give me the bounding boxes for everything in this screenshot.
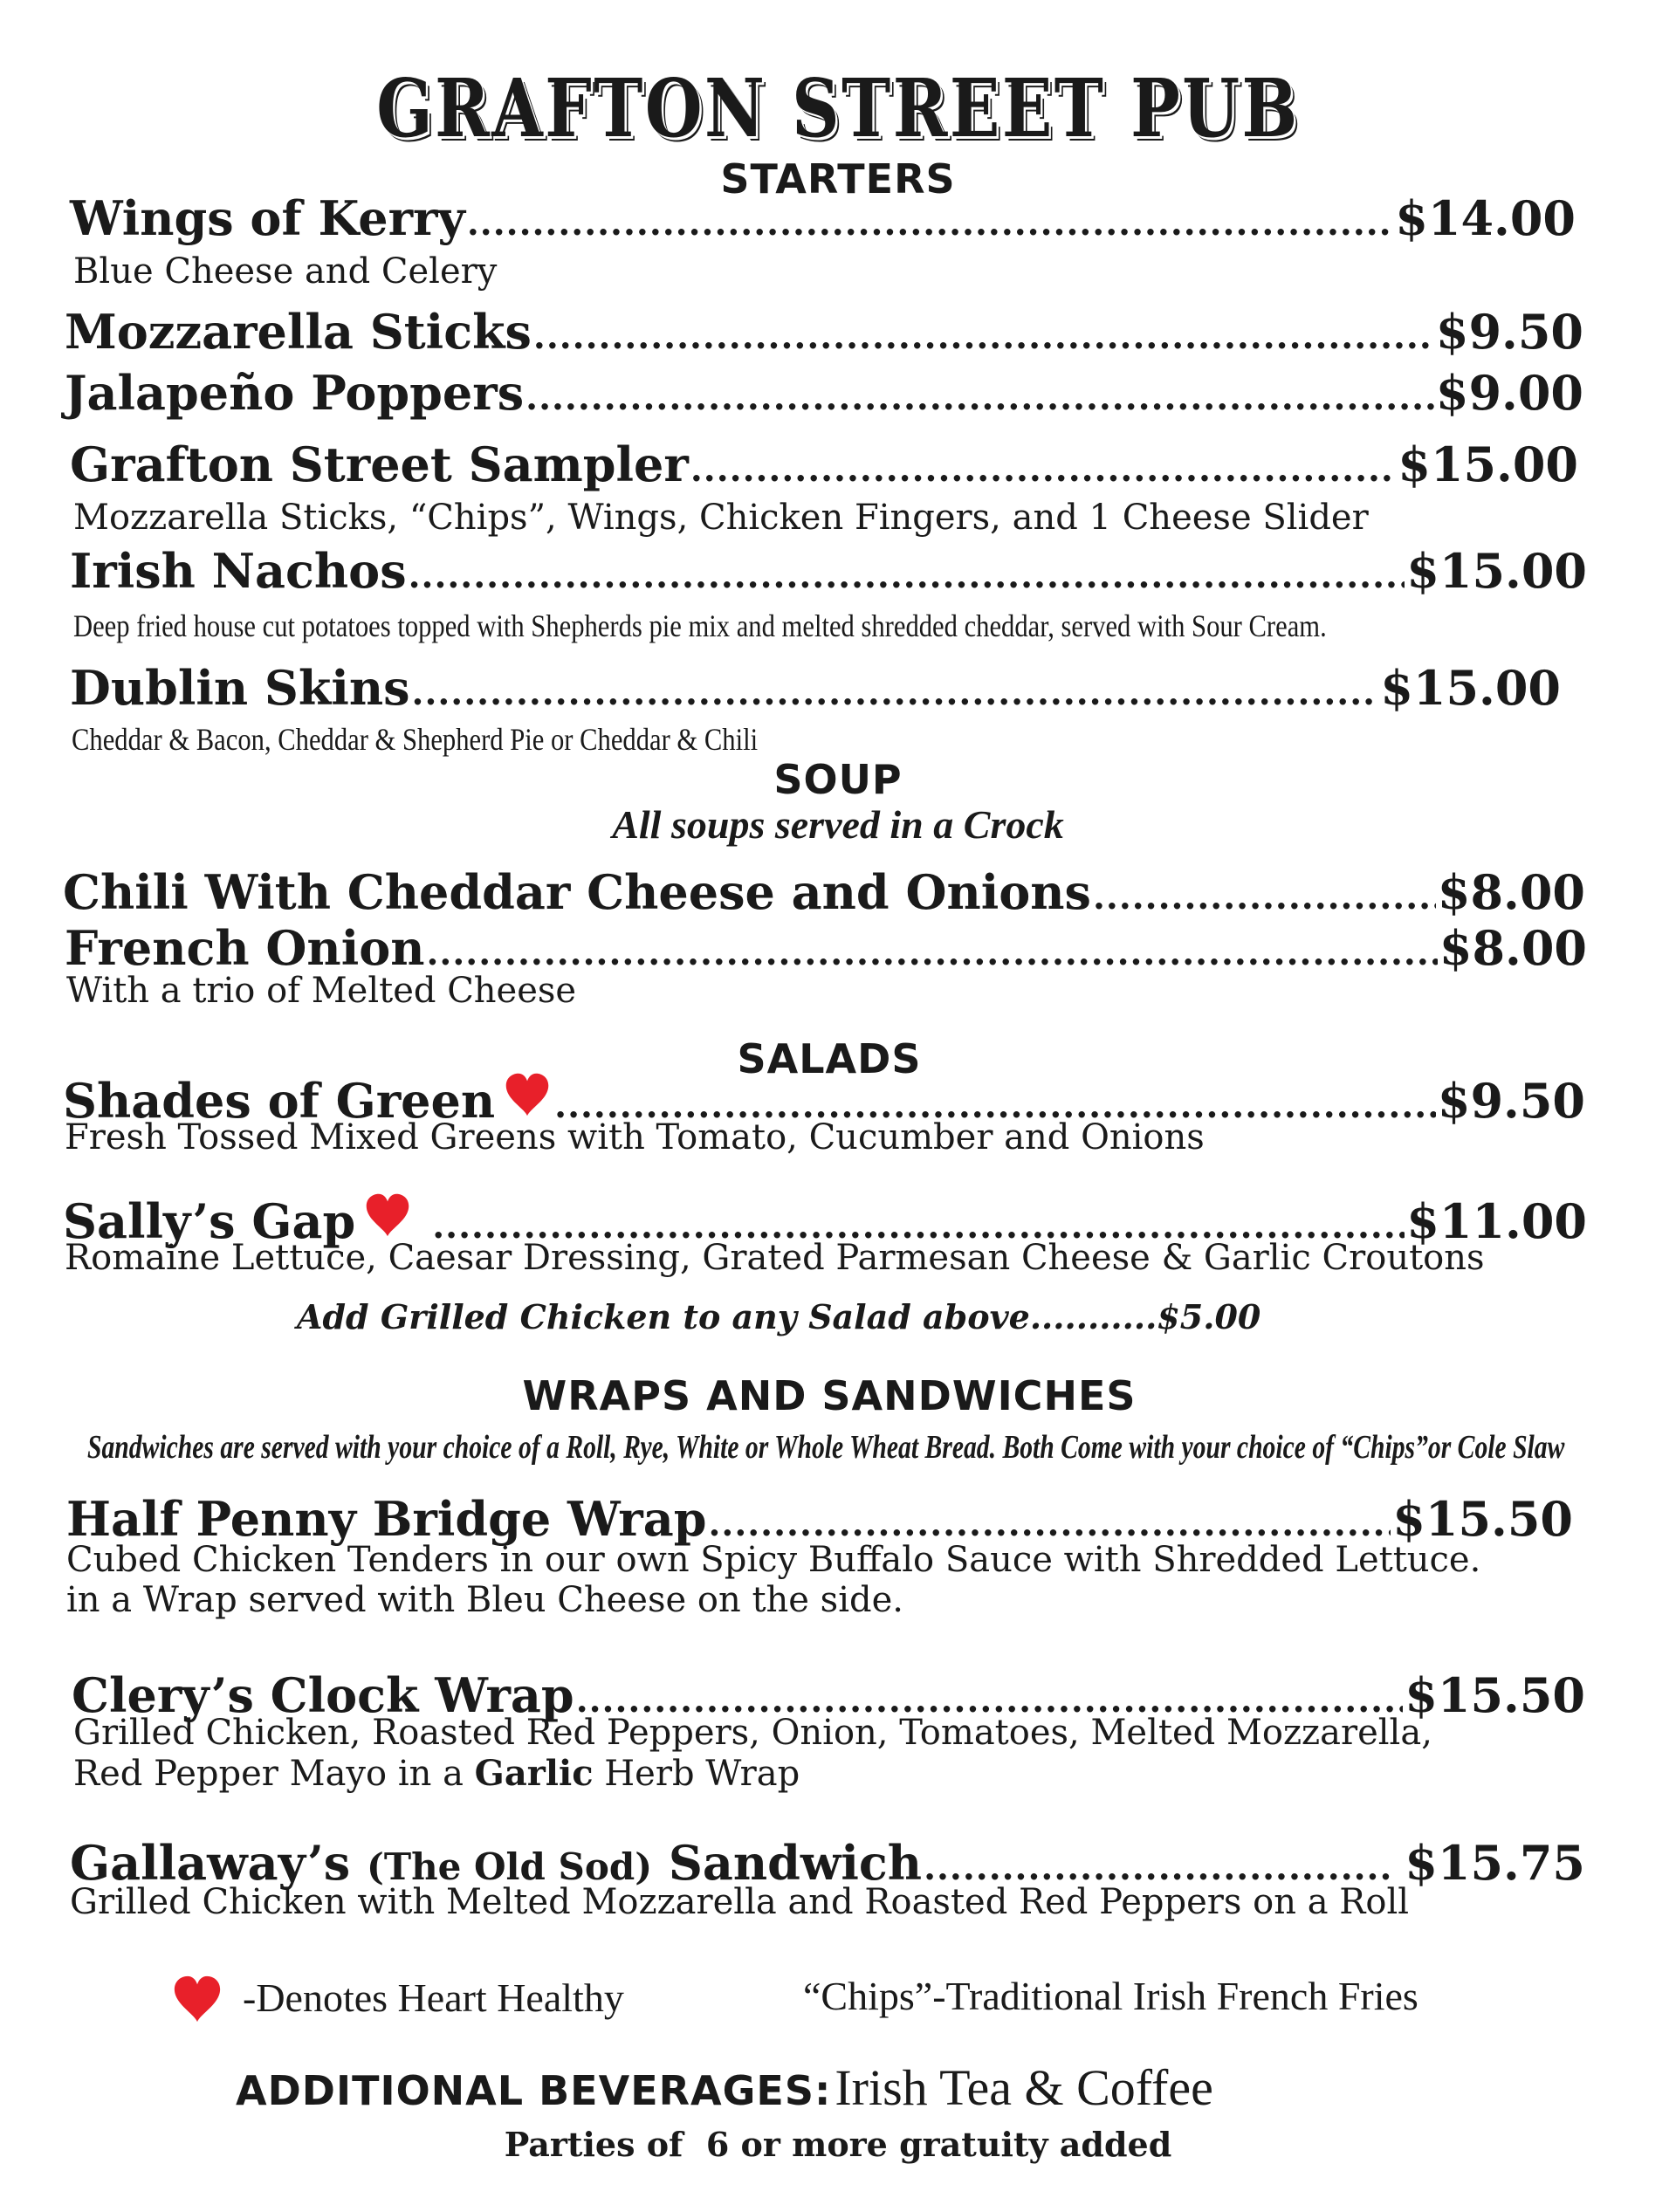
leader-dots [1093,876,1436,917]
item-name: Dublin Skins [70,660,410,716]
item-description: Deep fried house cut potatoes topped with Shepherds pie mix and melted shredded cheddar, served with Sour Cream. [73,608,1327,643]
leader-dots [467,203,1393,244]
desc-bold-text: Garlic [474,1753,594,1794]
item-price: $15.00 [1380,660,1561,716]
item-name: Irish Nachos [70,543,407,599]
section-heading-wraps: WRAPS AND SANDWICHES [522,1372,1137,1419]
item-name: Wings of Kerry [70,190,465,246]
restaurant-title: GRAFTON STREET PUB [376,61,1300,155]
menu-item-mozzarella-sticks [65,304,1583,360]
leader-dots [525,377,1434,418]
leader-dots [409,555,1405,596]
desc-text: Herb Wrap [604,1754,800,1794]
leader-dots [533,316,1434,357]
addon-price: $5.00 [1157,1297,1261,1336]
item-price: $15.00 [1398,436,1578,492]
item-price: $15.50 [1405,1667,1585,1723]
addon-label: Add Grilled Chicken to any Salad above [297,1297,1030,1336]
leader-dots [690,449,1396,490]
desc-text: Red Pepper Mayo in a [73,1754,464,1794]
beverages-label: ADDITIONAL BEVERAGES: [236,2067,832,2114]
item-name: Grafton Street Sampler [70,436,689,492]
item-name: Shades of Green [63,1073,496,1129]
leader-dots [412,672,1379,713]
item-price: $15.00 [1406,543,1587,599]
item-name: Sally’s Gap [63,1193,356,1249]
leader-dots: ........... [1029,1297,1157,1336]
item-description: Fresh Tossed Mixed Greens with Tomato, Cucumber and Onions [65,1117,1205,1158]
item-description: Romaine Lettuce, Caesar Dressing, Grated Parmesan Cheese & Garlic Croutons [65,1238,1485,1278]
menu-item-jalapeno-poppers [65,365,1583,421]
item-price: $15.50 [1392,1491,1573,1547]
item-price: $8.00 [1439,920,1587,976]
item-description-line: Cubed Chicken Tenders in our own Spicy Buffalo Sauce with Shredded Lettuce. [66,1540,1481,1580]
item-name: Chili With Cheddar Cheese and Onions [63,864,1091,920]
heart-healthy-icon [362,1192,413,1238]
heart-healthy-icon [169,1975,225,2023]
gratuity-note: Parties of 6 or more gratuity added [504,2125,1172,2164]
salad-addon [297,1297,1260,1336]
item-name: Jalapeño Poppers [65,365,525,421]
item-price: $9.50 [1437,1073,1585,1129]
additional-beverages [236,2058,1213,2117]
item-description: Grilled Chicken with Melted Mozzarella and Roasted Red Peppers on a Roll [70,1882,1410,1922]
name-part: (The Old Sod) [366,1845,653,1888]
item-price: $11.00 [1406,1193,1587,1249]
heart-legend-label: -Denotes Heart Healthy [243,1975,624,2020]
section-heading-soup: SOUP [773,756,903,803]
item-description-line: Grilled Chicken, Roasted Red Peppers, Onion, Tomatoes, Melted Mozzarella, [73,1713,1432,1753]
item-price: $9.50 [1435,304,1583,360]
item-description-line: in a Wrap served with Bleu Cheese on the side. [66,1580,903,1620]
menu-item-french-onion [65,920,1587,976]
item-description: Cheddar & Bacon, Cheddar & Shepherd Pie or Cheddar & Chili [72,722,759,757]
section-heading-starters: STARTERS [720,155,956,203]
menu-item-wings-of-kerry [70,190,1576,246]
item-description: Mozzarella Sticks, “Chips”, Wings, Chicken Fingers, and 1 Cheese Slider [73,498,1369,538]
menu-item-chili [63,864,1585,920]
soup-note: All soups served in a Crock [612,802,1064,847]
heart-healthy-icon [502,1072,553,1117]
menu-item-dublin-skins [70,660,1561,716]
section-heading-salads: SALADS [737,1035,922,1082]
item-description-line [73,1753,800,1794]
item-description: With a trio of Melted Cheese [66,971,577,1011]
item-name: French Onion [65,920,425,976]
item-name: Clery’s Clock Wrap [72,1667,574,1723]
beverages-value: Irish Tea & Coffee [835,2059,1213,2116]
leader-dots [427,932,1438,973]
menu-item-irish-nachos [70,543,1587,599]
item-price: $9.00 [1435,365,1583,421]
item-name: Mozzarella Sticks [65,304,532,360]
name-part: Gallaway’s [70,1835,351,1891]
menu-item-grafton-street-sampler [70,436,1578,492]
leader-dots [708,1503,1391,1544]
name-part: Sandwich [668,1835,923,1891]
item-price: $8.00 [1437,864,1585,920]
wraps-note: Sandwiches are served with your choice of a Roll, Rye, White or Whole Wheat Bread. Both Come with your choice of “Chips”or Cole Slaw [87,1429,1565,1466]
item-price: $15.75 [1405,1835,1585,1891]
item-description: Blue Cheese and Celery [73,251,498,292]
item-price: $14.00 [1395,190,1576,246]
item-name: Half Penny Bridge Wrap [66,1491,707,1547]
menu-item-half-penny-bridge-wrap [66,1491,1573,1547]
chips-legend-label: “Chips”-Traditional Irish French Fries [803,1974,1418,2018]
